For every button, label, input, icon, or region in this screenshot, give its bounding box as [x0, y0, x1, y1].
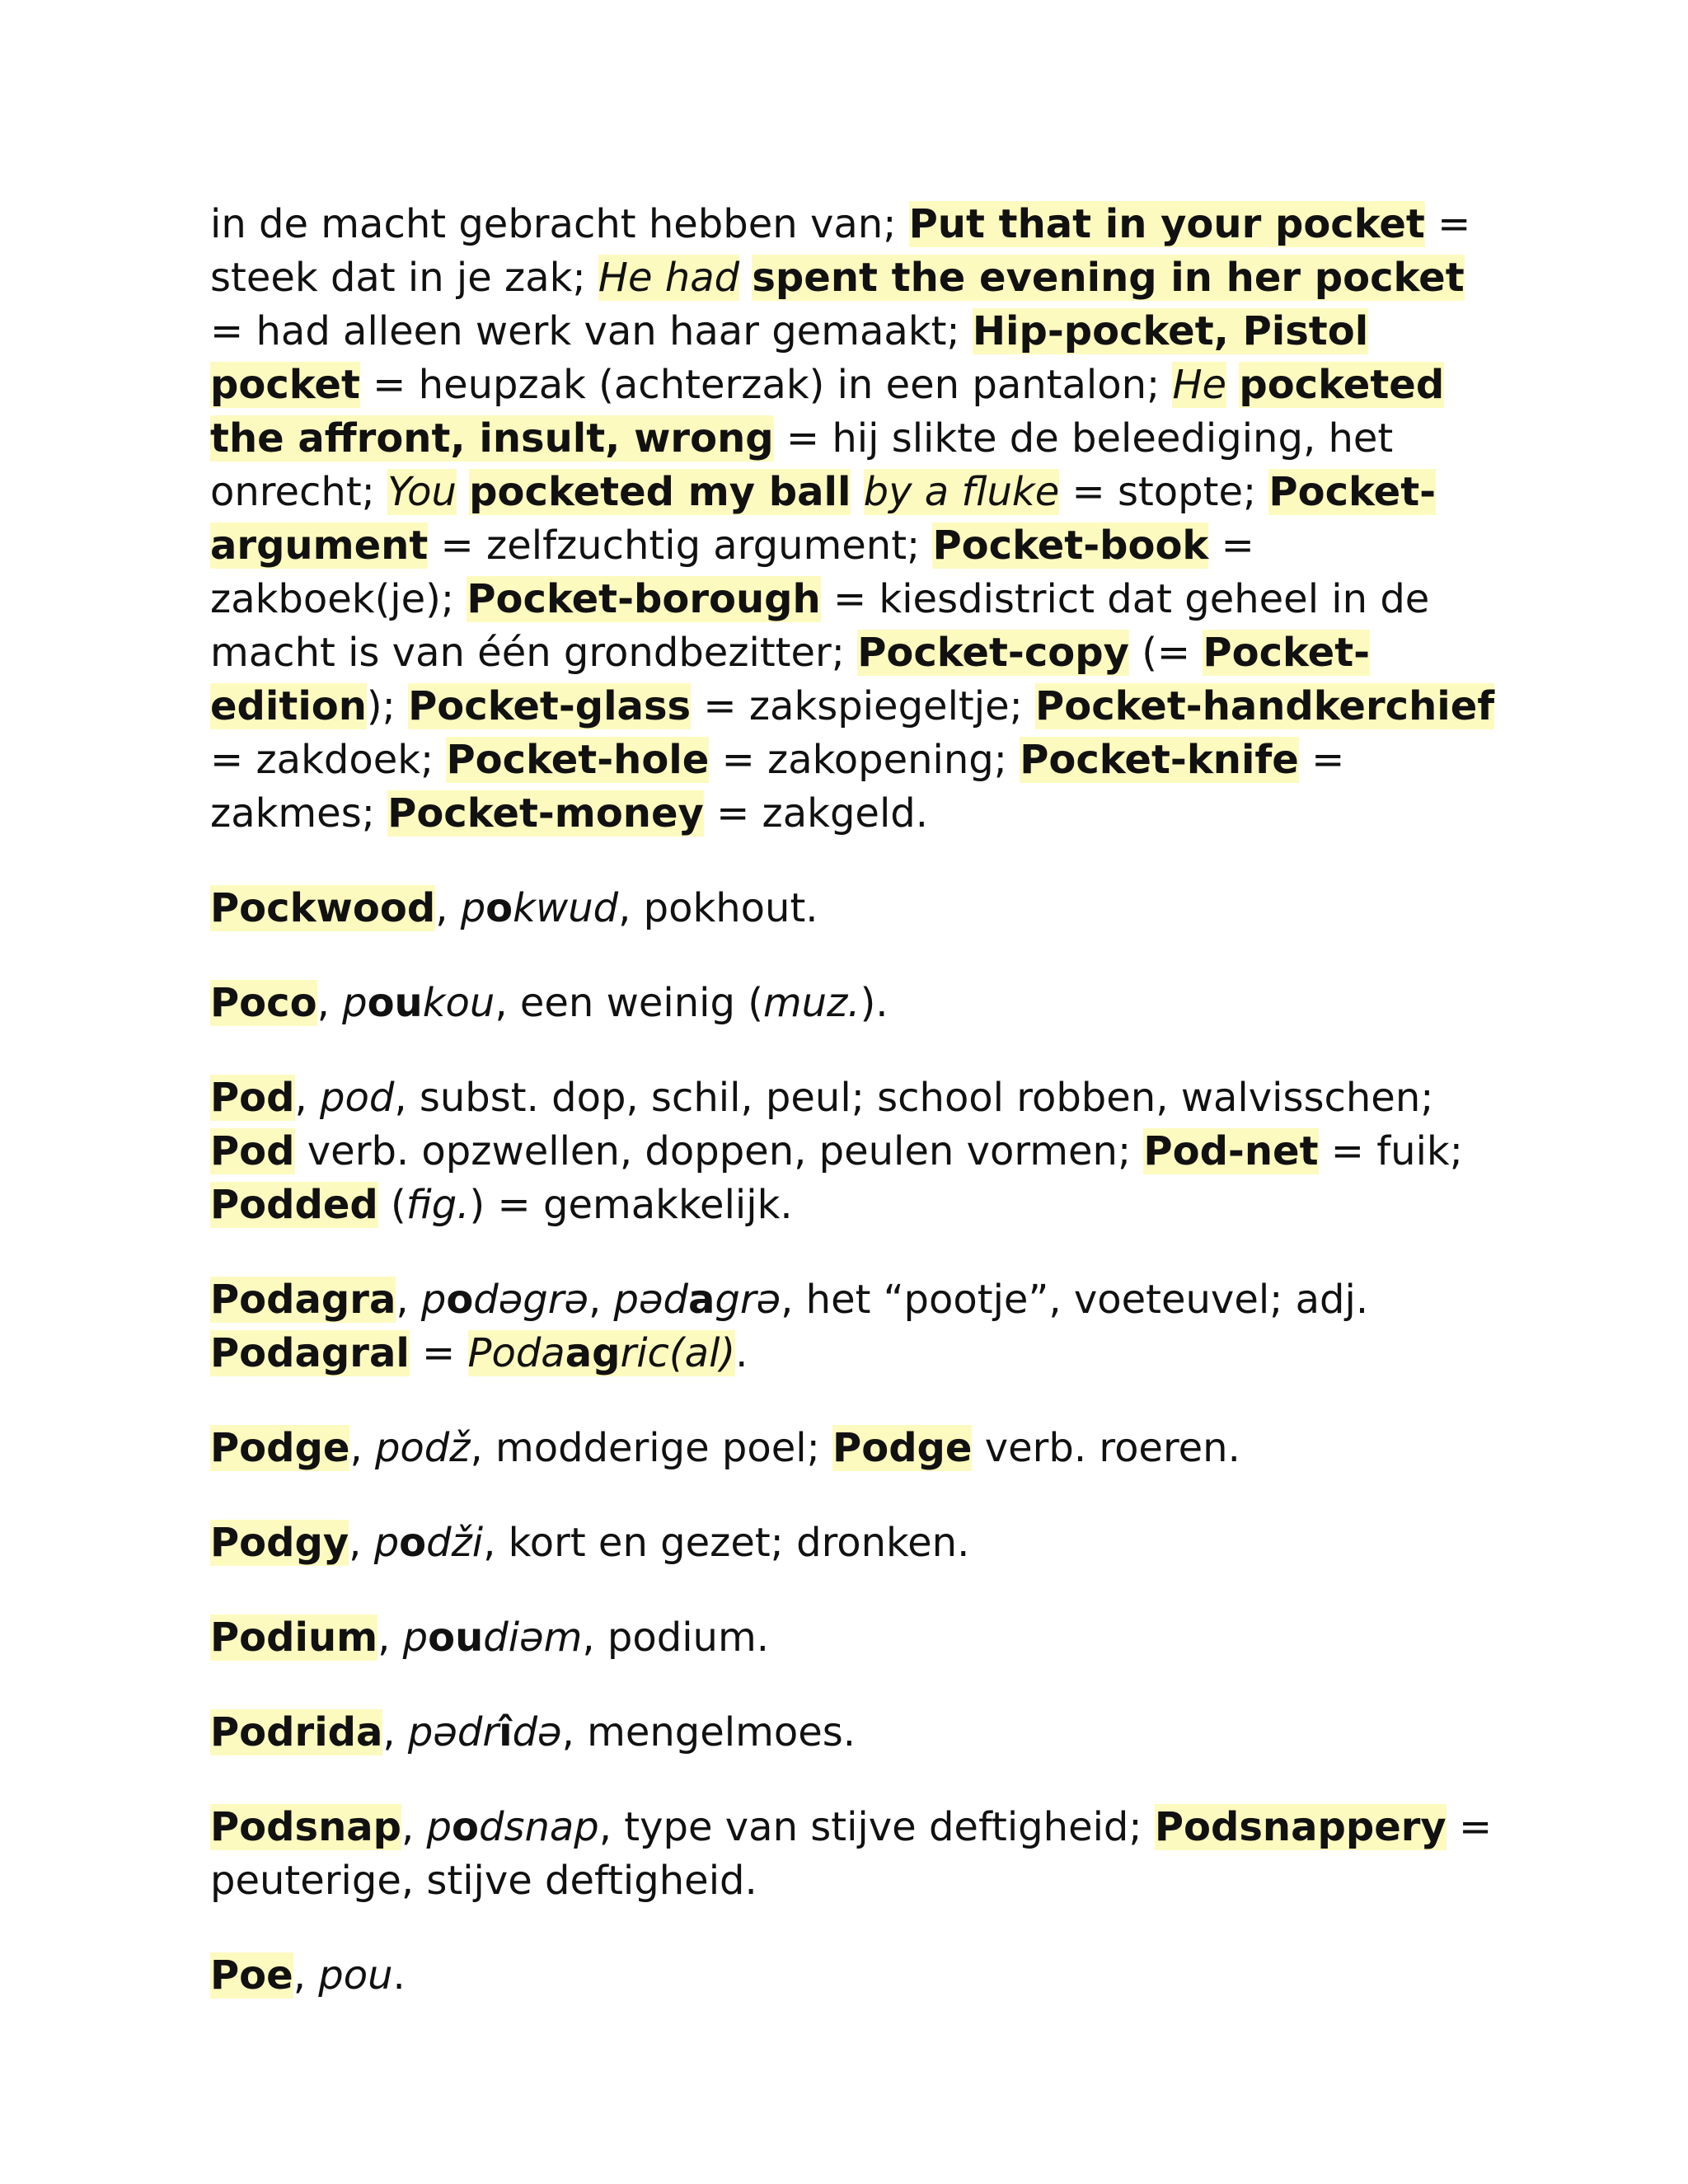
- entry-text: ,: [316, 980, 343, 1026]
- headword: Pocket-borough: [467, 576, 821, 622]
- headword: Podgy: [210, 1520, 349, 1566]
- headword: pocketed the affront, insult, wrong: [210, 362, 1445, 462]
- headword: Pocket-handkerchief: [1035, 683, 1495, 729]
- headword: Pocket-argument: [210, 469, 1437, 569]
- entry-text: , type van stijve deftigheid;: [598, 1804, 1155, 1850]
- example-phrase: by a fluke: [863, 469, 1060, 515]
- entry-text: ,: [401, 1804, 427, 1850]
- entry-text: = heupzak (achterzak) in een pantalon;: [359, 362, 1173, 408]
- entry-text: = had alleen werk van haar gemaakt;: [210, 308, 973, 354]
- entry-text: ,: [435, 885, 461, 931]
- headword: Pocket-book: [932, 523, 1209, 569]
- entry-text: [739, 255, 752, 301]
- entry-text: .: [392, 1952, 406, 1999]
- example-phrase: He: [1172, 362, 1227, 408]
- entry-text: ).: [860, 980, 889, 1026]
- stressed-syllable: o: [485, 885, 513, 931]
- entry-pocket-continued: [210, 198, 1496, 841]
- headword: Pocket-edition: [210, 630, 1371, 729]
- headword: Podium: [210, 1615, 378, 1661]
- example-phrase: You: [387, 469, 457, 515]
- entry-text: (=: [1128, 630, 1203, 676]
- pronunciation: fig.: [406, 1182, 470, 1228]
- entry-text: verb. roeren.: [972, 1425, 1240, 1471]
- headword: Podsnappery: [1154, 1804, 1447, 1850]
- entry-text: = zakgeld.: [703, 790, 929, 837]
- headword: Podrida: [210, 1709, 383, 1755]
- entry-text: = stopte;: [1059, 469, 1269, 515]
- pronunciation: p: [420, 1277, 447, 1323]
- headword: Pod: [210, 1128, 295, 1174]
- entry-poco: [210, 977, 1496, 1030]
- entry-text: = zelfzuchtig argument;: [428, 523, 933, 569]
- stressed-syllable: ou: [367, 980, 423, 1026]
- entry-text: = steek dat in je zak;: [210, 201, 1471, 301]
- headword: Pod-net: [1143, 1128, 1319, 1174]
- entry-text: [1226, 362, 1239, 408]
- entry-podgy: [210, 1516, 1496, 1570]
- pronunciation: pədr: [407, 1709, 499, 1755]
- entry-podium: [210, 1611, 1496, 1665]
- pronunciation: p: [373, 1520, 400, 1566]
- entry-text: , subst. dop, schil, peul; school robben, walvisschen;: [394, 1075, 1434, 1121]
- headword: Podsnap: [210, 1804, 402, 1850]
- entry-podge: [210, 1422, 1496, 1475]
- pronunciation: p: [402, 1615, 429, 1661]
- stressed-syllable: o: [452, 1804, 479, 1850]
- example-phrase: Poda: [467, 1330, 565, 1376]
- entry-text: = peuterige, stijve deftigheid.: [210, 1804, 1493, 1904]
- pronunciation: də: [512, 1709, 562, 1755]
- pronunciation: grə: [715, 1277, 781, 1323]
- entry-text: .: [735, 1330, 748, 1376]
- entry-text: ) = gemakkelijk.: [469, 1182, 793, 1228]
- pronunciation: dsnap: [478, 1804, 599, 1850]
- entry-text: ,: [349, 1425, 375, 1471]
- entry-text: , het “pootje”, voeteuvel; adj.: [781, 1277, 1369, 1323]
- headword: pocketed my ball: [469, 469, 851, 515]
- headword: Pocket-hole: [446, 737, 710, 783]
- headword: Pocket-glass: [408, 683, 692, 729]
- headword: Pockwood: [210, 885, 436, 931]
- entry-text: = zakopening;: [709, 737, 1020, 783]
- headword: Podge: [210, 1425, 350, 1471]
- stressed-syllable: î: [499, 1709, 513, 1755]
- entry-text: ,: [377, 1615, 403, 1661]
- headword: Put that in your pocket: [908, 201, 1425, 247]
- pronunciation: p: [426, 1804, 452, 1850]
- entry-text: , modderige poel;: [470, 1425, 833, 1471]
- entry-text: ,: [382, 1709, 408, 1755]
- headword: Pocket-copy: [857, 630, 1129, 676]
- entry-pod: [210, 1071, 1496, 1232]
- headword: Pocket-knife: [1020, 737, 1299, 783]
- stressed-syllable: ag: [565, 1330, 621, 1376]
- headword: Hip-pocket, Pistol pocket: [210, 308, 1369, 408]
- headword: Poco: [210, 980, 317, 1026]
- pronunciation: kou: [422, 980, 495, 1026]
- entry-text: = kiesdistrict dat geheel in de macht is van één grondbezitter;: [210, 576, 1430, 676]
- entry-podsnap: [210, 1801, 1496, 1908]
- entry-text: verb. opzwellen, doppen, peulen vormen;: [294, 1128, 1144, 1174]
- entry-text: [457, 469, 469, 515]
- headword: Pod: [210, 1075, 295, 1121]
- entry-text: ,: [349, 1520, 374, 1566]
- entry-podagra: [210, 1273, 1496, 1380]
- pronunciation: dži: [426, 1520, 484, 1566]
- headword: Podded: [210, 1182, 378, 1228]
- entry-text: , een weinig (: [495, 980, 763, 1026]
- entry-text: , pokhout.: [618, 885, 818, 931]
- entry-poe: [210, 1949, 1496, 2003]
- headword: Pocket-money: [387, 790, 704, 837]
- entry-text: = fuik;: [1318, 1128, 1463, 1174]
- entry-text: = zakspiegeltje;: [691, 683, 1036, 729]
- entry-text: , podium.: [582, 1615, 769, 1661]
- example-phrase: ric(al): [620, 1330, 736, 1376]
- headword: Podagral: [210, 1330, 410, 1376]
- entry-text: in de macht gebracht hebben van;: [210, 201, 909, 247]
- entry-text: ,: [294, 1075, 321, 1121]
- stressed-syllable: o: [399, 1520, 427, 1566]
- entry-text: [851, 469, 863, 515]
- pronunciation: dəgrə: [473, 1277, 589, 1323]
- pronunciation: pəd: [613, 1277, 689, 1323]
- pronunciation: p: [342, 980, 368, 1026]
- entry-text: );: [366, 683, 409, 729]
- headword: Podagra: [210, 1277, 396, 1323]
- entry-pockwood: [210, 882, 1496, 935]
- stressed-syllable: ou: [428, 1615, 484, 1661]
- dictionary-page: [210, 198, 1496, 2044]
- pronunciation: pou: [318, 1952, 393, 1999]
- pronunciation: podž: [374, 1425, 471, 1471]
- entry-text: = zakmes;: [210, 737, 1345, 837]
- pronunciation: pod: [320, 1075, 395, 1121]
- pronunciation: muz.: [762, 980, 860, 1026]
- pronunciation: diəm: [483, 1615, 583, 1661]
- headword: Poe: [210, 1952, 293, 1999]
- pronunciation: p: [460, 885, 486, 931]
- entry-text: = zakdoek;: [210, 737, 447, 783]
- entry-text: ,: [588, 1277, 614, 1323]
- entry-podrida: [210, 1706, 1496, 1760]
- pronunciation: kwud: [513, 885, 619, 931]
- entry-text: = hij slikte de beleediging, het onrecht;: [210, 415, 1394, 515]
- stressed-syllable: a: [688, 1277, 715, 1323]
- example-phrase: He had: [598, 255, 740, 301]
- headword: Podge: [832, 1425, 973, 1471]
- stressed-syllable: o: [446, 1277, 474, 1323]
- entry-text: ,: [293, 1952, 319, 1999]
- entry-text: =: [409, 1330, 468, 1376]
- headword: spent the evening in her pocket: [752, 255, 1465, 301]
- entry-text: = zakboek(je);: [210, 523, 1254, 622]
- entry-text: , kort en gezet; dronken.: [483, 1520, 970, 1566]
- entry-text: , mengelmoes.: [561, 1709, 856, 1755]
- entry-text: ,: [396, 1277, 421, 1323]
- entry-text: (: [377, 1182, 406, 1228]
